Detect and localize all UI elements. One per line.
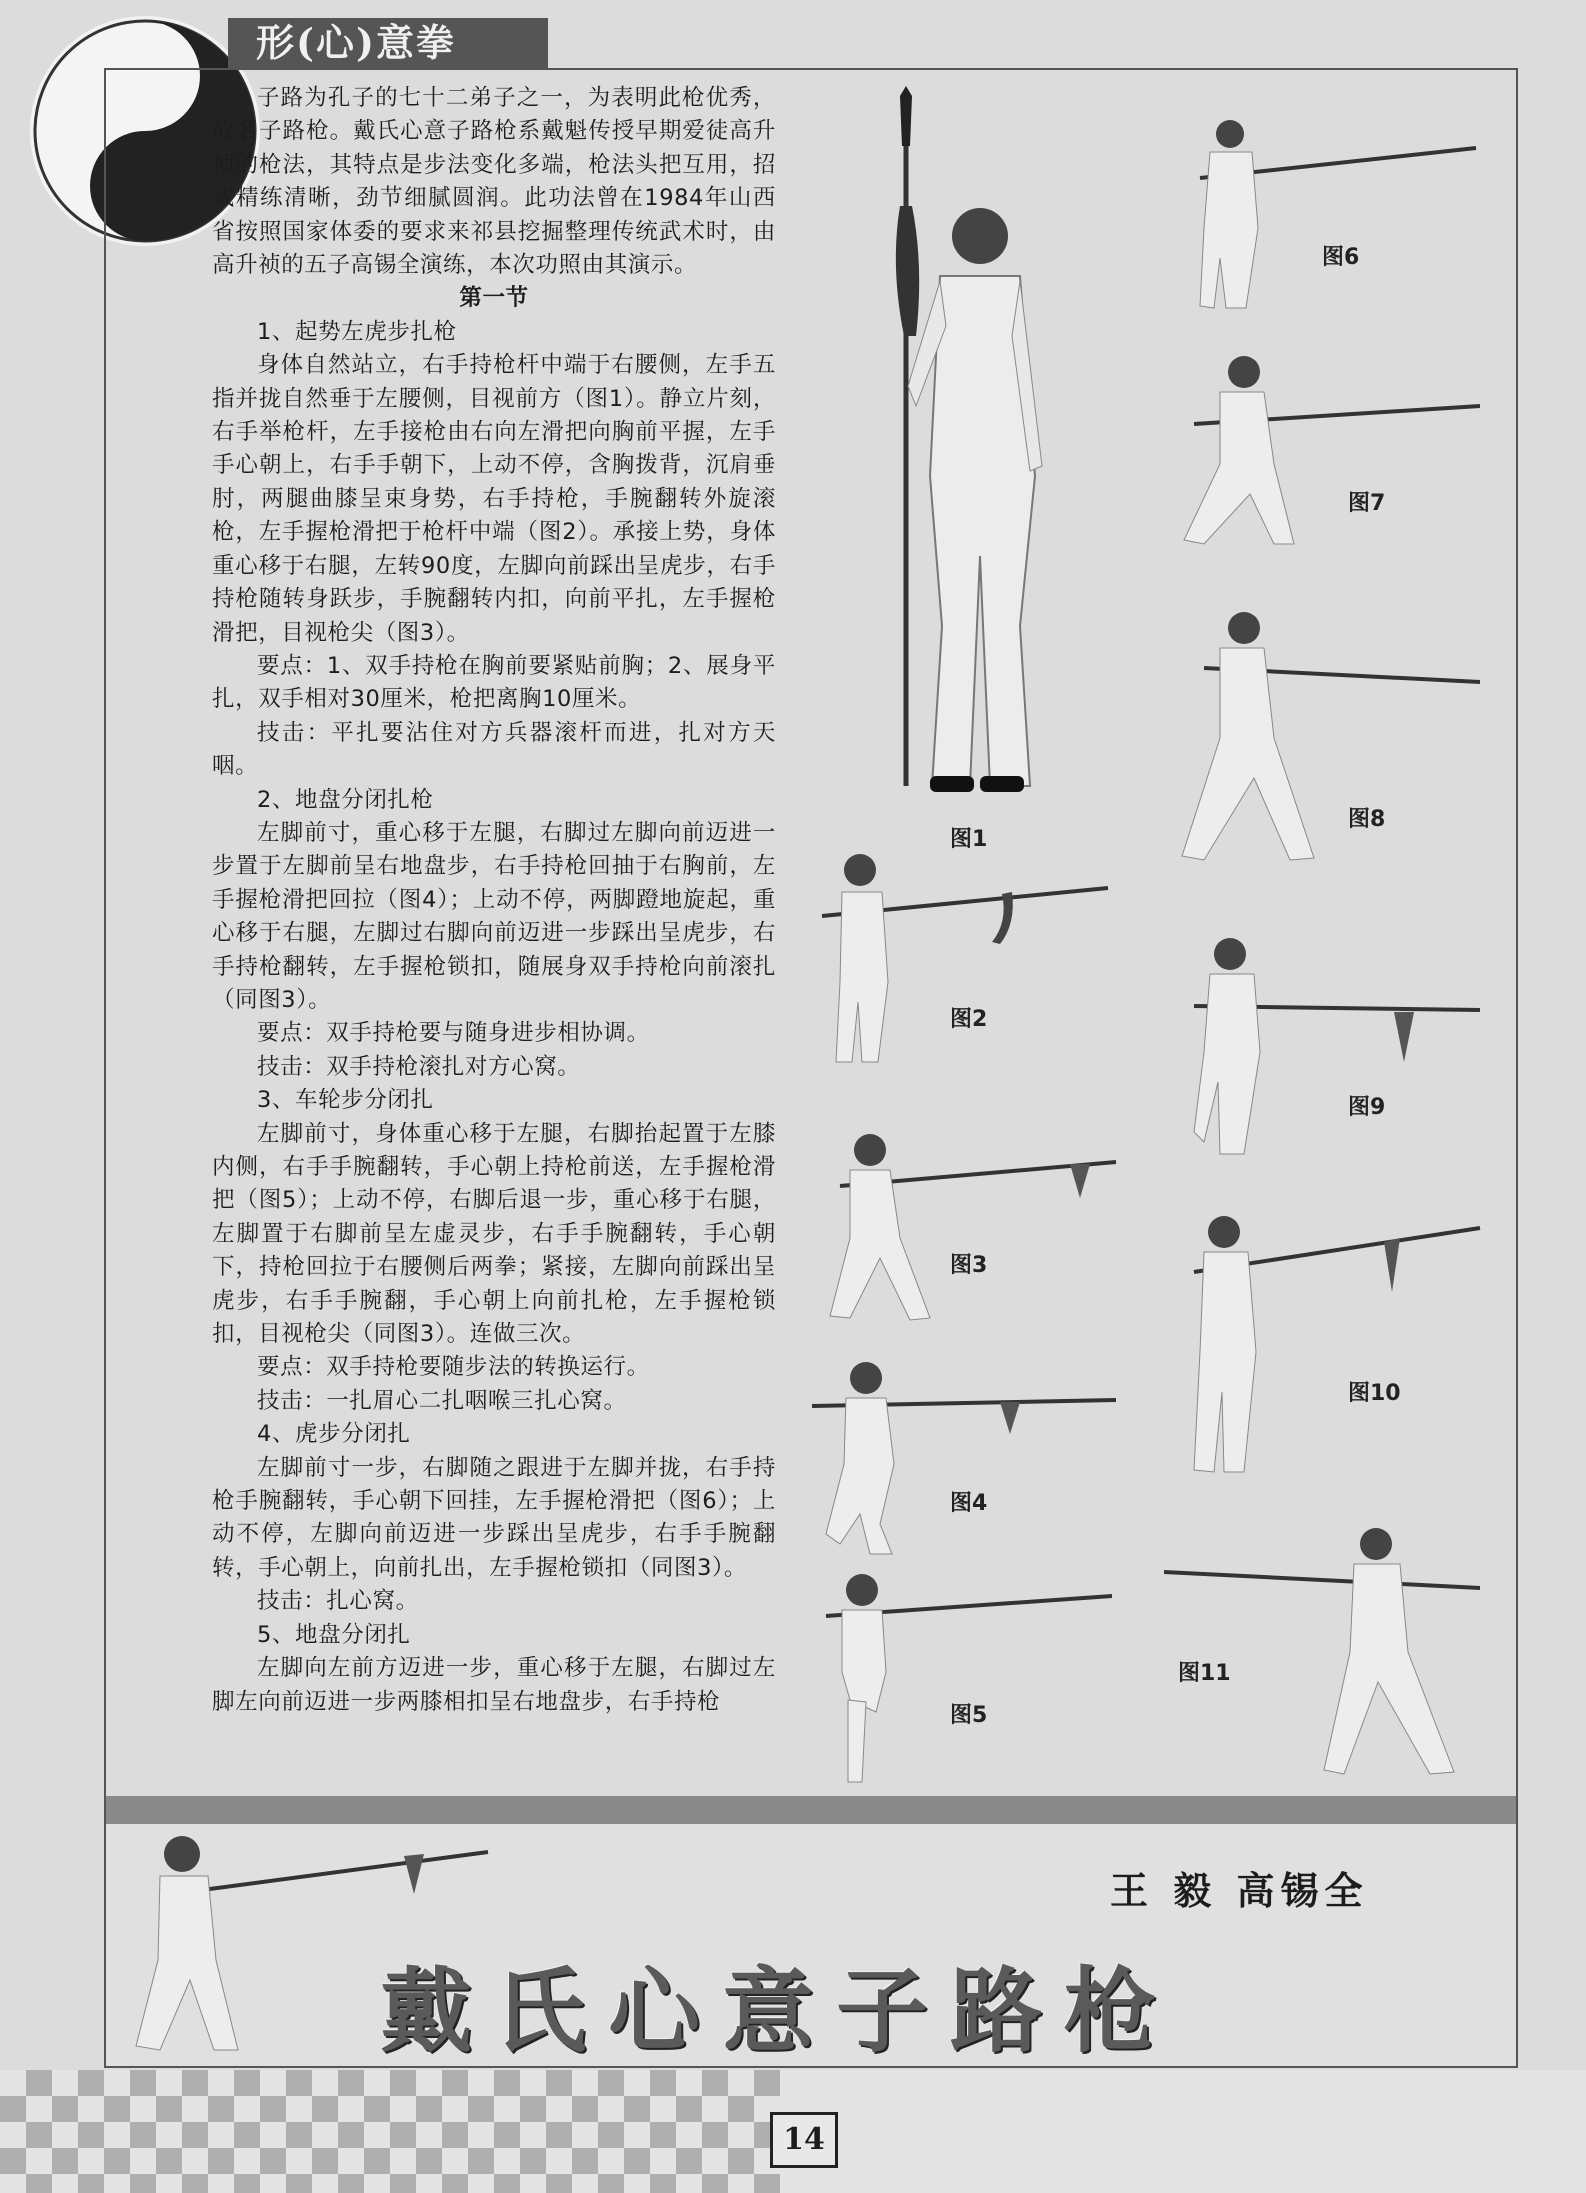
article-block: 5、地盘分闭扎 xyxy=(257,1621,411,1648)
article-block: 技击：双手持枪滚扎对方心窝。 xyxy=(257,1053,581,1080)
article-block: 身体自然站立，右手持枪杆中端于右腰侧，左手五指并拢自然垂于左腰侧，目视前方（图1）。静立片刻，右手举枪杆，左手接枪由右向左滑把向胸前平握，左手手心朝上，右手手朝下，上动不停，含胸拨背，沉肩垂肘，两腿曲膝呈束身势，右手持枪，手腕翻转外旋滚枪，左手握枪滑把于枪杆中端（图2）。承接上势，身体重心移于右腿，左转90度，左脚向前踩出呈虎步，右手持枪随转身跃步，手腕翻转内扣，向前平扎，左手握枪滑把，目视枪尖（图3）。 xyxy=(212,352,776,646)
figure-label: 图2 xyxy=(950,1007,988,1032)
footer-pattern xyxy=(0,2070,780,2193)
figure-2-photo xyxy=(812,852,1112,1072)
article-block: 技击：扎心窝。 xyxy=(257,1588,419,1615)
figure-label: 图8 xyxy=(1348,807,1386,832)
figure-8-photo xyxy=(1164,608,1484,868)
page-number: 14 xyxy=(770,2112,838,2168)
figure-label: 图5 xyxy=(950,1703,988,1728)
article-block: 技击：一扎眉心二扎咽喉三扎心窝。 xyxy=(257,1387,627,1414)
article-block: 4、虎步分闭扎 xyxy=(257,1421,411,1448)
article-block: 要点：双手持枪要与随身进步相协调。 xyxy=(257,1020,650,1047)
article-body xyxy=(212,82,776,1719)
main-title: 戴氏心意子路枪 xyxy=(380,1957,1179,2065)
figure-9-photo xyxy=(1164,932,1484,1162)
figure-label: 图9 xyxy=(1348,1095,1386,1120)
decorative-band xyxy=(106,1796,1516,1824)
figure-4-photo xyxy=(800,1354,1120,1564)
figure-1-photo xyxy=(860,86,1090,806)
figure-label: 图6 xyxy=(1322,245,1360,270)
column-tag: 形(心)意拳 xyxy=(228,18,548,68)
figure-3-photo xyxy=(800,1128,1120,1328)
figure-10-photo xyxy=(1164,1212,1484,1482)
article-block: 左脚前寸，身体重心移于左腿，右脚抬起置于左膝内侧，右手手腕翻转，手心朝上持枪前送，左手握枪滑把（图5）；上动不停，右脚后退一步，重心移于右腿，左脚置于右脚前呈左虚灵步，右手手腕翻转，手心朝下，持枪回拉于右腰侧后两拳；紧接，左脚向前踩出呈虎步，右手手腕翻，手心朝上向前扎枪，左手握枪锁扣，目视枪尖（同图3）。连做三次。 xyxy=(212,1120,776,1348)
figure-11-photo xyxy=(1164,1522,1484,1782)
figure-label: 图1 xyxy=(950,827,988,852)
article-block: 左脚前寸，重心移于左腿，右脚过左脚向前迈进一步置于左脚前呈右地盘步，右手持枪回抽于右胸前，左手握枪滑把回拉（图4）；上动不停，两脚蹬地旋起，重心移于右腿，左脚过右脚向前迈进一步踩出呈虎步，右手持枪翻转，左手握枪锁扣，随展身双手持枪向前滚扎（同图3）。 xyxy=(212,819,776,1013)
figure-6-photo xyxy=(1160,118,1480,318)
article-block: 3、车轮步分闭扎 xyxy=(257,1087,434,1114)
figure-label: 图11 xyxy=(1178,1661,1231,1686)
article-block: 左脚前寸一步，右脚随之跟进于左脚并拢，右手持枪手腕翻转，手心朝下回挂，左手握枪滑把（图6）；上动不停，左脚向前迈进一步踩出呈虎步，右手手腕翻转，手心朝上，向前扎出，左手握枪锁扣（同图3）。 xyxy=(212,1454,776,1581)
figure-label: 图3 xyxy=(950,1253,988,1278)
figure-label: 图10 xyxy=(1348,1381,1401,1406)
article-block: 技击：平扎要沾住对方兵器滚杆而进，扎对方天咽。 xyxy=(212,719,776,780)
figure-label: 图7 xyxy=(1348,491,1386,516)
article-block: 左脚向左前方迈进一步，重心移于左腿，右脚过左脚左向前迈进一步两膝相扣呈右地盘步，右手持枪 xyxy=(212,1655,776,1715)
article-block: 要点：双手持枪要随步法的转换运行。 xyxy=(257,1354,650,1381)
article-block: 1、起势左虎步扎枪 xyxy=(257,318,457,345)
intro-paragraph: 子路为孔子的七十二弟子之一，为表明此枪优秀，故名子路枪。戴氏心意子路枪系戴魁传授早期爱徒高升祯的枪法，其特点是步法变化多端，枪法头把互用，招式精练清晰，劲节细腻圆润。此功法曾在1984年山西省按照国家体委的要求来祁县挖掘整理传统武术时，由高升祯的五子高锡全演练，本次功照由其演示。 xyxy=(212,85,776,279)
article-block: 2、地盘分闭扎枪 xyxy=(257,786,434,813)
article-block: 要点：1、双手持枪在胸前要紧贴前胸；2、展身平扎，双手相对30厘米，枪把离胸10厘米。 xyxy=(212,652,776,713)
author-names: 王 毅 高锡全 xyxy=(1110,1868,1369,1913)
figure-7-photo xyxy=(1164,354,1484,554)
figure-label: 图4 xyxy=(950,1491,988,1516)
section-title: 第一节 xyxy=(459,285,529,312)
figure-5-photo xyxy=(806,1572,1116,1792)
